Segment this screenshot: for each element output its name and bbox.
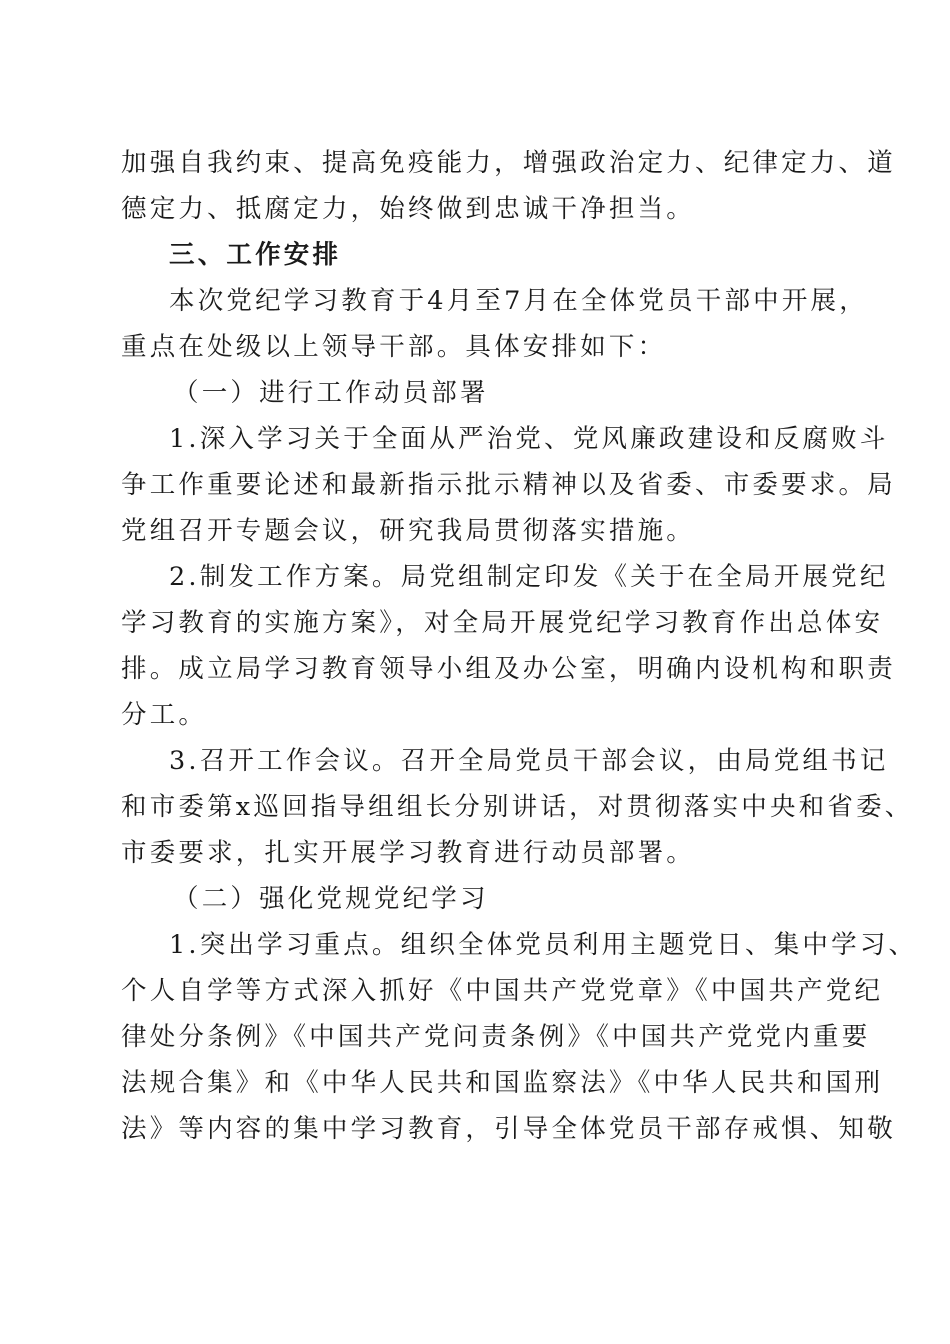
subsection-heading: （二）强化党规党纪学习 xyxy=(173,884,489,914)
body-line: 分工。 xyxy=(121,700,208,730)
body-line: 律处分条例》《中国共产党问责条例》《中国共产党党内重要 xyxy=(121,1022,871,1052)
body-line: 本次党纪学习教育于4月至7月在全体党员干部中开展， xyxy=(169,286,868,316)
document-body xyxy=(121,140,918,1152)
body-line: 重点在处级以上领导干部。具体安排如下： xyxy=(121,332,667,362)
body-line: 1.突出学习重点。组织全体党员利用主题党日、集中学习、 xyxy=(169,930,918,960)
body-line: 1.深入学习关于全面从严治党、党风廉政建设和反腐败斗 xyxy=(169,424,889,454)
body-line: 3.召开工作会议。召开全局党员干部会议，由局党组书记 xyxy=(169,746,889,776)
body-line: 2.制发工作方案。局党组制定印发《关于在全局开展党纪 xyxy=(169,562,889,592)
body-line: 市委要求，扎实开展学习教育进行动员部署。 xyxy=(121,838,696,868)
body-line: 党组召开专题会议，研究我局贯彻落实措施。 xyxy=(121,516,696,546)
body-line: 法规合集》和《中华人民共和国监察法》《中华人民共和国刑 xyxy=(121,1068,884,1098)
body-line: 加强自我约束、提高免疫能力，增强政治定力、纪律定力、道 xyxy=(121,148,896,178)
subsection-heading: （一）进行工作动员部署 xyxy=(173,378,489,408)
section-heading: 三、工作安排 xyxy=(169,240,342,270)
body-line: 争工作重要论述和最新指示批示精神以及省委、市委要求。局 xyxy=(121,470,896,500)
body-line: 和市委第x巡回指导组组长分别讲话，对贯彻落实中央和省委、 xyxy=(121,792,914,822)
body-line: 学习教育的实施方案》，对全局开展党纪学习教育作出总体安 xyxy=(121,608,884,638)
body-line: 德定力、抵腐定力，始终做到忠诚干净担当。 xyxy=(121,194,696,224)
body-line: 个人自学等方式深入抓好《中国共产党党章》《中国共产党纪 xyxy=(121,976,884,1006)
body-line: 排。成立局学习教育领导小组及办公室，明确内设机构和职责 xyxy=(121,654,896,684)
body-line: 法》等内容的集中学习教育，引导全体党员干部存戒惧、知敬 xyxy=(121,1114,896,1144)
